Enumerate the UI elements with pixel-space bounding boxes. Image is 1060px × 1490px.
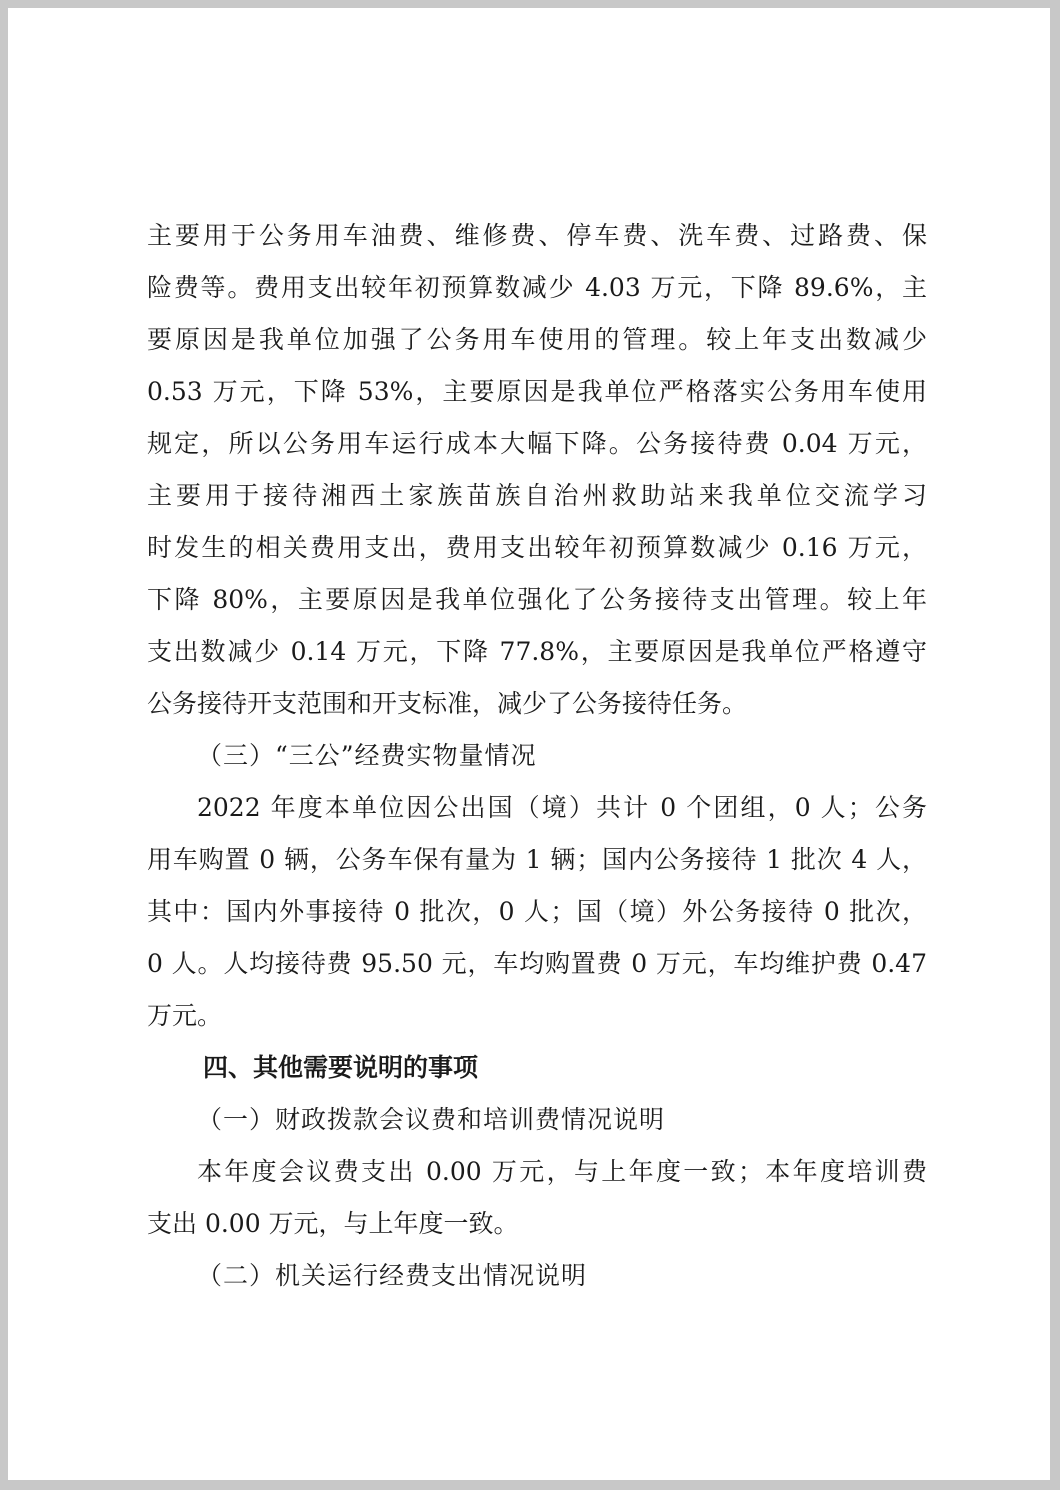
section-heading-4: 四、其他需要说明的事项: [203, 1053, 479, 1082]
text-line: 支出 0.00 万元，与上年度一致。: [147, 1209, 519, 1238]
text-line: 主要用于公务用车油费、维修费、停车费、洗车费、过路费、保: [147, 221, 927, 250]
paragraph-three-public-expense-details: [147, 210, 927, 730]
document-body: [147, 210, 927, 1302]
document-page: [8, 8, 1050, 1480]
section-heading-4-2: （二）机关运行经费支出情况说明: [197, 1261, 588, 1290]
text-line: 主要用于接待湘西土家族苗族自治州救助站来我单位交流学习: [147, 481, 927, 510]
text-line: 用车购置 0 辆，公务车保有量为 1 辆；国内公务接待 1 批次 4 人，: [147, 845, 927, 874]
text-line: 2022 年度本单位因公出国（境）共计 0 个团组，0 人；公务: [197, 793, 927, 822]
text-line: 时发生的相关费用支出，费用支出较年初预算数减少 0.16 万元，: [147, 533, 927, 562]
text-line: 本年度会议费支出 0.00 万元，与上年度一致；本年度培训费: [197, 1157, 927, 1186]
text-line: 0.53 万元，下降 53%，主要原因是我单位严格落实公务用车使用: [147, 377, 927, 406]
text-line: 要原因是我单位加强了公务用车使用的管理。较上年支出数减少: [147, 325, 927, 354]
text-line: 0 人。人均接待费 95.50 元，车均购置费 0 万元，车均维护费 0.47: [147, 949, 927, 978]
text-line: 公务接待开支范围和开支标准，减少了公务接待任务。: [147, 689, 748, 718]
text-line: 规定，所以公务用车运行成本大幅下降。公务接待费 0.04 万元，: [147, 429, 927, 458]
text-line: 其中：国内外事接待 0 批次，0 人；国（境）外公务接待 0 批次，: [147, 897, 927, 926]
section-heading-4-1: （一）财政拨款会议费和培训费情况说明: [197, 1105, 666, 1134]
section-heading-3-3: （三）“三公”经费实物量情况: [197, 741, 537, 770]
text-line: 下降 80%，主要原因是我单位强化了公务接待支出管理。较上年: [147, 585, 927, 614]
paragraph-meeting-training-fees: [147, 1146, 927, 1250]
text-line: 险费等。费用支出较年初预算数减少 4.03 万元，下降 89.6%，主: [147, 273, 927, 302]
paragraph-physical-quantity: [147, 782, 927, 1042]
text-line: 万元。: [147, 1001, 223, 1030]
text-line: 支出数减少 0.14 万元，下降 77.8%，主要原因是我单位严格遵守: [147, 637, 927, 666]
